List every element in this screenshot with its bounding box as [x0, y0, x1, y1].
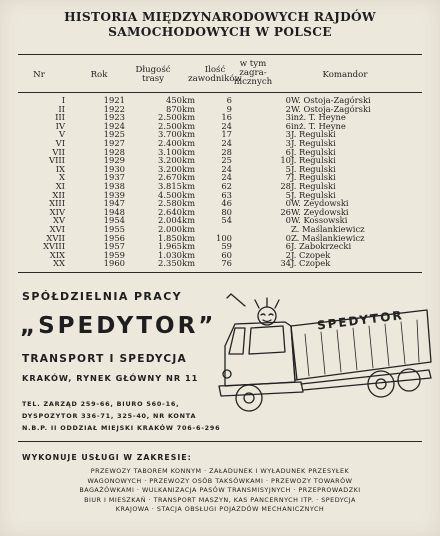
- header-length: Długość trasy: [135, 65, 171, 84]
- cell-abroad: 3: [285, 137, 291, 148]
- cell-abroad: 3: [285, 129, 291, 140]
- cell-nr: XIII: [49, 198, 65, 209]
- cell-unit: km: [182, 172, 196, 183]
- cell-unit: km: [182, 163, 196, 174]
- cell-count: 62: [221, 180, 232, 191]
- cell-year: 1922: [103, 103, 125, 114]
- header-abroad: w tym zagra- nicznych: [233, 59, 273, 87]
- cell-abroad: 5: [285, 189, 291, 200]
- cell-nr: XII: [52, 189, 65, 200]
- cell-length: 3.815: [158, 180, 182, 191]
- cell-unit: km: [182, 215, 196, 226]
- cell-nr: VII: [52, 146, 65, 157]
- cell-unit: km: [182, 95, 196, 105]
- cell-length: 870: [166, 103, 182, 114]
- cell-count: 60: [221, 249, 232, 260]
- cell-length: 2.500: [158, 112, 182, 123]
- cell-abroad: 2: [285, 249, 291, 260]
- cell-year: 1947: [103, 198, 125, 209]
- table-row: [18, 234, 422, 243]
- cell-length: 3.700: [158, 129, 182, 140]
- cell-count: 80: [221, 206, 232, 217]
- services-line: BIUR I MIESZKAŃ · TRANSPORT MASZYN, KAS PANCERNYCH ITP. · SPEDYCJA: [84, 495, 356, 504]
- cell-abroad: 26: [280, 206, 291, 217]
- cell-unit: km: [182, 180, 196, 191]
- cell-length: 1.850: [158, 232, 182, 243]
- table-row: [18, 199, 422, 208]
- cell-count: 6: [226, 95, 232, 105]
- table-row: [18, 208, 422, 217]
- header-nr: Nr: [33, 70, 45, 80]
- cell-abroad: 6: [285, 146, 291, 157]
- cell-unit: km: [182, 103, 196, 114]
- cell-commander: W. Ostoja-Zagórski: [291, 103, 371, 114]
- cell-unit: km: [182, 241, 196, 252]
- ad-name: „SPEDYTOR”: [20, 313, 217, 339]
- cell-nr: XIV: [49, 206, 65, 217]
- table-row: [18, 173, 422, 182]
- cell-nr: XVII: [46, 232, 65, 243]
- ad-contact-line1: TEL. ZARZĄD 259-66, BIURO 560-16,: [22, 400, 180, 408]
- cell-length: 1.030: [158, 249, 182, 260]
- cell-abroad: 0: [285, 95, 291, 105]
- cell-nr: XX: [53, 258, 65, 269]
- services-line: KRAJOWA · STACJA OBSŁUGI POJAZDÓW MECHANICZNYCH: [115, 505, 325, 514]
- cell-year: 1960: [103, 258, 125, 269]
- cell-year: 1925: [103, 129, 125, 140]
- cell-count: 24: [221, 172, 232, 183]
- header-commander: Komandor: [322, 70, 368, 80]
- cell-nr: XVIII: [43, 241, 65, 252]
- cell-commander: W. Zeydowski: [291, 198, 349, 209]
- cell-unit: km: [182, 206, 196, 217]
- history-title-line2: SAMOCHODOWYCH W POLSCE: [108, 25, 332, 39]
- rally-history-table: [18, 96, 422, 268]
- cell-abroad: 6: [285, 241, 291, 252]
- cell-count: 59: [221, 241, 232, 252]
- table-rule-bottom: [18, 272, 422, 273]
- cell-year: 1938: [103, 180, 125, 191]
- cell-unit: km: [182, 129, 196, 140]
- cell-abroad: 7: [285, 172, 291, 183]
- cell-year: 1927: [103, 137, 125, 148]
- cell-length: 1.965: [158, 241, 182, 252]
- cell-nr: XI: [55, 180, 65, 191]
- cell-commander: inż. T. Heyne: [291, 120, 346, 131]
- cell-commander: J. Regulski: [291, 137, 336, 148]
- cell-length: 3.200: [158, 155, 182, 166]
- header-rule-bottom: [18, 92, 422, 93]
- cell-commander: J. Regulski: [291, 155, 336, 166]
- cell-commander: J. Regulski: [291, 146, 336, 157]
- cell-unit: km: [182, 198, 196, 209]
- truck-sign: SPEDYTOR: [316, 308, 405, 333]
- cell-count: 46: [221, 198, 232, 209]
- cell-abroad: 28: [280, 180, 291, 191]
- table-row: [18, 113, 422, 122]
- cell-year: 1928: [103, 146, 125, 157]
- cell-length: 3.100: [158, 146, 182, 157]
- cell-unit: km: [182, 120, 196, 131]
- cell-nr: III: [55, 112, 65, 123]
- cell-count: 28: [221, 146, 232, 157]
- table-row: [18, 259, 422, 268]
- cell-abroad: 0: [285, 215, 291, 226]
- cell-length: 4.500: [158, 189, 182, 200]
- cell-year: 1954: [103, 215, 125, 226]
- cell-length: 2.640: [158, 206, 182, 217]
- cell-nr: IX: [55, 163, 65, 174]
- cell-length: 2.350: [158, 258, 182, 269]
- cell-abroad: 0: [285, 232, 291, 243]
- cell-abroad: [232, 225, 291, 234]
- cell-length: 2.000: [158, 223, 182, 234]
- cell-year: 1955: [103, 223, 125, 234]
- cell-year: 1924: [103, 120, 125, 131]
- history-title-line1: HISTORIA MIĘDZYNARODOWYCH RAJDÓW: [64, 10, 376, 24]
- header-year: Rok: [90, 70, 108, 80]
- cell-count: 63: [221, 189, 232, 200]
- cell-length: 2.580: [158, 198, 182, 209]
- cell-year: 1930: [103, 163, 125, 174]
- cell-commander: J. Czopek: [291, 249, 331, 260]
- table-row: [18, 165, 422, 174]
- cell-length: 2.004: [158, 215, 182, 226]
- cell-commander: W. Ostoja-Zagórski: [291, 95, 371, 105]
- cell-year: 1948: [103, 206, 125, 217]
- table-row: [18, 105, 422, 114]
- cell-commander: Z. Maślankiewicz: [291, 232, 365, 243]
- cell-commander: J. Regulski: [291, 172, 336, 183]
- cell-commander: Z. Maślankiewicz: [291, 223, 365, 234]
- cell-unit: km: [182, 137, 196, 148]
- services-list: [0, 467, 440, 515]
- cell-nr: XIX: [49, 249, 65, 260]
- services-rule: [18, 441, 422, 442]
- cell-year: 1959: [103, 249, 125, 260]
- header-count: Ilość zawodników: [188, 65, 242, 84]
- table-row: [18, 242, 422, 251]
- cell-nr: I: [61, 95, 65, 105]
- ad-address: KRAKÓW, RYNEK GŁÓWNY NR 11: [22, 373, 199, 383]
- cell-commander: W. Kossowski: [291, 215, 348, 226]
- cell-count: 76: [221, 258, 232, 269]
- ad-tagline: TRANSPORT I SPEDYCJA: [22, 353, 187, 365]
- cell-commander: J. Regulski: [291, 189, 336, 200]
- cell-length: 2.500: [158, 120, 182, 131]
- cell-unit: km: [182, 232, 196, 243]
- cell-abroad: 2: [285, 103, 291, 114]
- cell-commander: J. Regulski: [291, 163, 336, 174]
- cell-count: 17: [221, 129, 232, 140]
- ad-contact-line2: DYSPOZYTOR 336-71, 325-40, NR KONTA: [22, 412, 197, 420]
- cell-commander: J. Regulski: [291, 129, 336, 140]
- cell-unit: km: [182, 189, 196, 200]
- ad-contact-line3: N.B.P. II ODDZIAŁ MIEJSKI KRAKÓW 706-6-296: [22, 424, 221, 432]
- header-rule-top: [18, 54, 422, 55]
- cell-count: 54: [221, 215, 232, 226]
- cell-commander: W. Zeydowski: [291, 206, 349, 217]
- cell-unit: km: [182, 155, 196, 166]
- cell-unit: km: [182, 249, 196, 260]
- cell-abroad: 10: [280, 155, 291, 166]
- truck-illustration: [205, 288, 437, 420]
- services-line: WAGONOWYCH · PRZEWOZY OSÓB TAKSÓWKAMI · PRZEWOZY TOWARÓW: [87, 476, 353, 485]
- cell-year: 1956: [103, 232, 125, 243]
- table-row: [18, 191, 422, 200]
- cell-commander: J. Regulski: [291, 180, 336, 191]
- cell-year: 1937: [103, 172, 125, 183]
- cell-unit: km: [182, 146, 196, 157]
- table-row: [18, 122, 422, 131]
- cell-count: 24: [221, 137, 232, 148]
- cell-count: 24: [221, 163, 232, 174]
- cell-nr: XVI: [49, 223, 65, 234]
- table-row: [18, 130, 422, 139]
- cell-year: 1921: [103, 95, 125, 105]
- cell-length: 3.200: [158, 163, 182, 174]
- cell-nr: X: [59, 172, 65, 183]
- cell-abroad: 3: [285, 112, 291, 123]
- cell-count: 100: [216, 232, 232, 243]
- cell-count: 25: [221, 155, 232, 166]
- services-title: WYKONUJE USŁUGI W ZAKRESIE:: [22, 453, 192, 462]
- cell-abroad: 0: [285, 198, 291, 209]
- cell-nr: VIII: [49, 155, 65, 166]
- table-row: [18, 156, 422, 165]
- cell-length: 2.400: [158, 137, 182, 148]
- cell-abroad: 5: [285, 163, 291, 174]
- cell-abroad: 6: [285, 120, 291, 131]
- table-row: [18, 182, 422, 191]
- cell-count: 24: [221, 120, 232, 131]
- cell-length: 450: [166, 95, 182, 105]
- cell-year: 1957: [103, 241, 125, 252]
- cell-commander: J. Czopek: [291, 258, 331, 269]
- table-row: [18, 148, 422, 157]
- cell-count: 16: [221, 112, 232, 123]
- cell-nr: V: [58, 129, 65, 140]
- cell-length: 2.670: [158, 172, 182, 183]
- table-row: [18, 251, 422, 260]
- cell-nr: VI: [55, 137, 65, 148]
- cell-unit: km: [182, 223, 196, 234]
- cell-nr: II: [58, 103, 65, 114]
- table-row: [18, 139, 422, 148]
- cell-commander: inż. T. Heyne: [291, 112, 346, 123]
- cell-abroad: 34: [280, 258, 291, 269]
- cell-year: 1923: [103, 112, 125, 123]
- cell-unit: km: [182, 112, 196, 123]
- cell-year: 1929: [103, 155, 125, 166]
- ad-company: SPÓŁDZIELNIA PRACY: [22, 290, 183, 303]
- cell-nr: IV: [55, 120, 65, 131]
- cell-count: 9: [226, 103, 232, 114]
- services-line: BAGAŻÓWKAMI · WULKANIZACJA PASÓW TRANSMISYJNYCH · PRZEPROWADZKI: [79, 486, 361, 495]
- cell-unit: km: [182, 258, 196, 269]
- cell-nr: XV: [52, 215, 65, 226]
- cell-year: 1939: [103, 189, 125, 200]
- cell-commander: J. Zabokrzecki: [291, 241, 352, 252]
- services-line: PRZEWOZY TABOREM KONNYM · ZAŁADUNEK I WYŁADUNEK PRZESYŁEK: [90, 467, 350, 475]
- history-title: [0, 10, 440, 40]
